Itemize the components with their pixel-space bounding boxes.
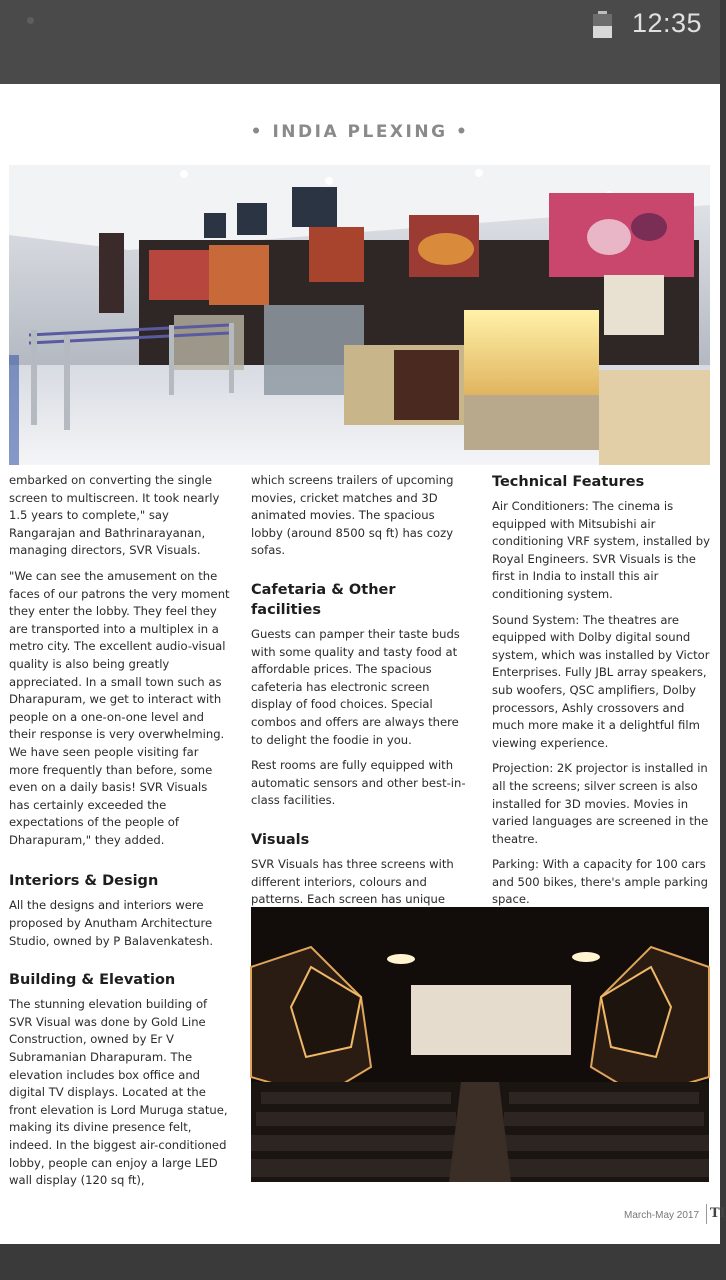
paragraph: The stunning elevation building of SVR Visual was done by Gold Line Construction, owned by Er V Subramanian Dharapuram. The elevation includes box office and digital TV displays. Located at the front elevation is Lord Muruga statue, making its divine presence felt, indeed. In the biggest air-conditioned lobby, people can enjoy a large LED wall display (120 sq ft), — [9, 997, 228, 1188]
footer-divider — [706, 1204, 707, 1224]
article-column-3 — [492, 472, 714, 917]
paragraph: Sound System: The theatres are equipped with Dolby digital sound system, which was installed by Victor Enterprises. Fully JBL array speakers, sub woofers, QSC amplifiers, Dolby processors, Ashly crossovers and much more make it a delightful film viewing experience. — [492, 612, 710, 750]
paragraph: embarked on converting the single screen to multiscreen. It took nearly 1.5 years to complete," say Rangarajan and Bathrinarayanan, managing directors, SVR Visuals. — [9, 473, 220, 558]
cafeteria-photo — [9, 165, 710, 465]
battery-icon — [593, 11, 612, 38]
article-column-1 — [9, 472, 231, 1198]
bottom-bar — [0, 1244, 720, 1280]
issue-date: March-May 2017 — [624, 1210, 700, 1221]
magazine-page[interactable] — [0, 84, 726, 1244]
section-label: • INDIA PLEXING • — [250, 122, 470, 142]
status-bar — [0, 0, 720, 84]
heading-building: Building & Elevation — [9, 972, 176, 989]
paragraph: which screens trailers of upcoming movies, cricket matches and 3D animated movies. The spacious lobby (around 8500 sq ft) has cozy sofas. — [251, 473, 454, 558]
paragraph: "We can see the amusement on the faces of our patrons the very moment they enter the lobby. They feel they are transported into a multiplex in a metro city. The excellent audio-visual quality is also being greatly appreciated. In a small town such as Dharapuram, we get to interact with people on a one-on-one level and their response is very overwhelming. We have seen people visiting far more frequently than before, some even on a daily basis! SVR Visuals has certainly exceeded the expectations of the people of Dharapuram," they added. — [9, 568, 230, 847]
heading-cafetaria: Cafetaria & Other facilities — [251, 581, 396, 618]
paragraph: SVR Visuals has three screens with different interiors, colours and patterns. Each screen has unique — [251, 856, 454, 907]
paragraph: All the designs and interiors were proposed by Anutham Architecture Studio, owned by P Balavenkatesh. — [9, 898, 214, 948]
article-column-2 — [251, 472, 469, 934]
theatre-photo — [251, 907, 709, 1182]
paragraph: Rest rooms are fully equipped with automatic sensors and other best-in-class facilities. — [251, 758, 466, 808]
heading-interiors: Interiors & Design — [9, 873, 159, 890]
magazine-mark: TI — [710, 1206, 726, 1221]
notification-dot-icon — [27, 17, 34, 24]
status-time: 12:35 — [632, 8, 703, 38]
paragraph: Guests can pamper their taste buds with some quality and tasty food at affordable prices. The spacious cafeteria has electronic screen display of food choices. Special combos and offers are always there to delight the foodie in you. — [251, 626, 460, 747]
paragraph: Air Conditioners: The cinema is equipped with Mitsubishi air conditioning VRF system, installed by Royal Engineers. SVR Visuals is the first in India to install this air conditioning system. — [492, 499, 710, 601]
heading-visuals: Visuals — [251, 831, 310, 848]
paragraph: Parking: With a capacity for 100 cars and 500 bikes, there's ample parking space. — [492, 857, 708, 907]
paragraph: Projection: 2K projector is installed in all the screens; silver screen is also installed for 3D movies. Movies in varied languages are screened in the theatre. — [492, 761, 709, 846]
heading-technical-features: Technical Features — [492, 474, 645, 490]
